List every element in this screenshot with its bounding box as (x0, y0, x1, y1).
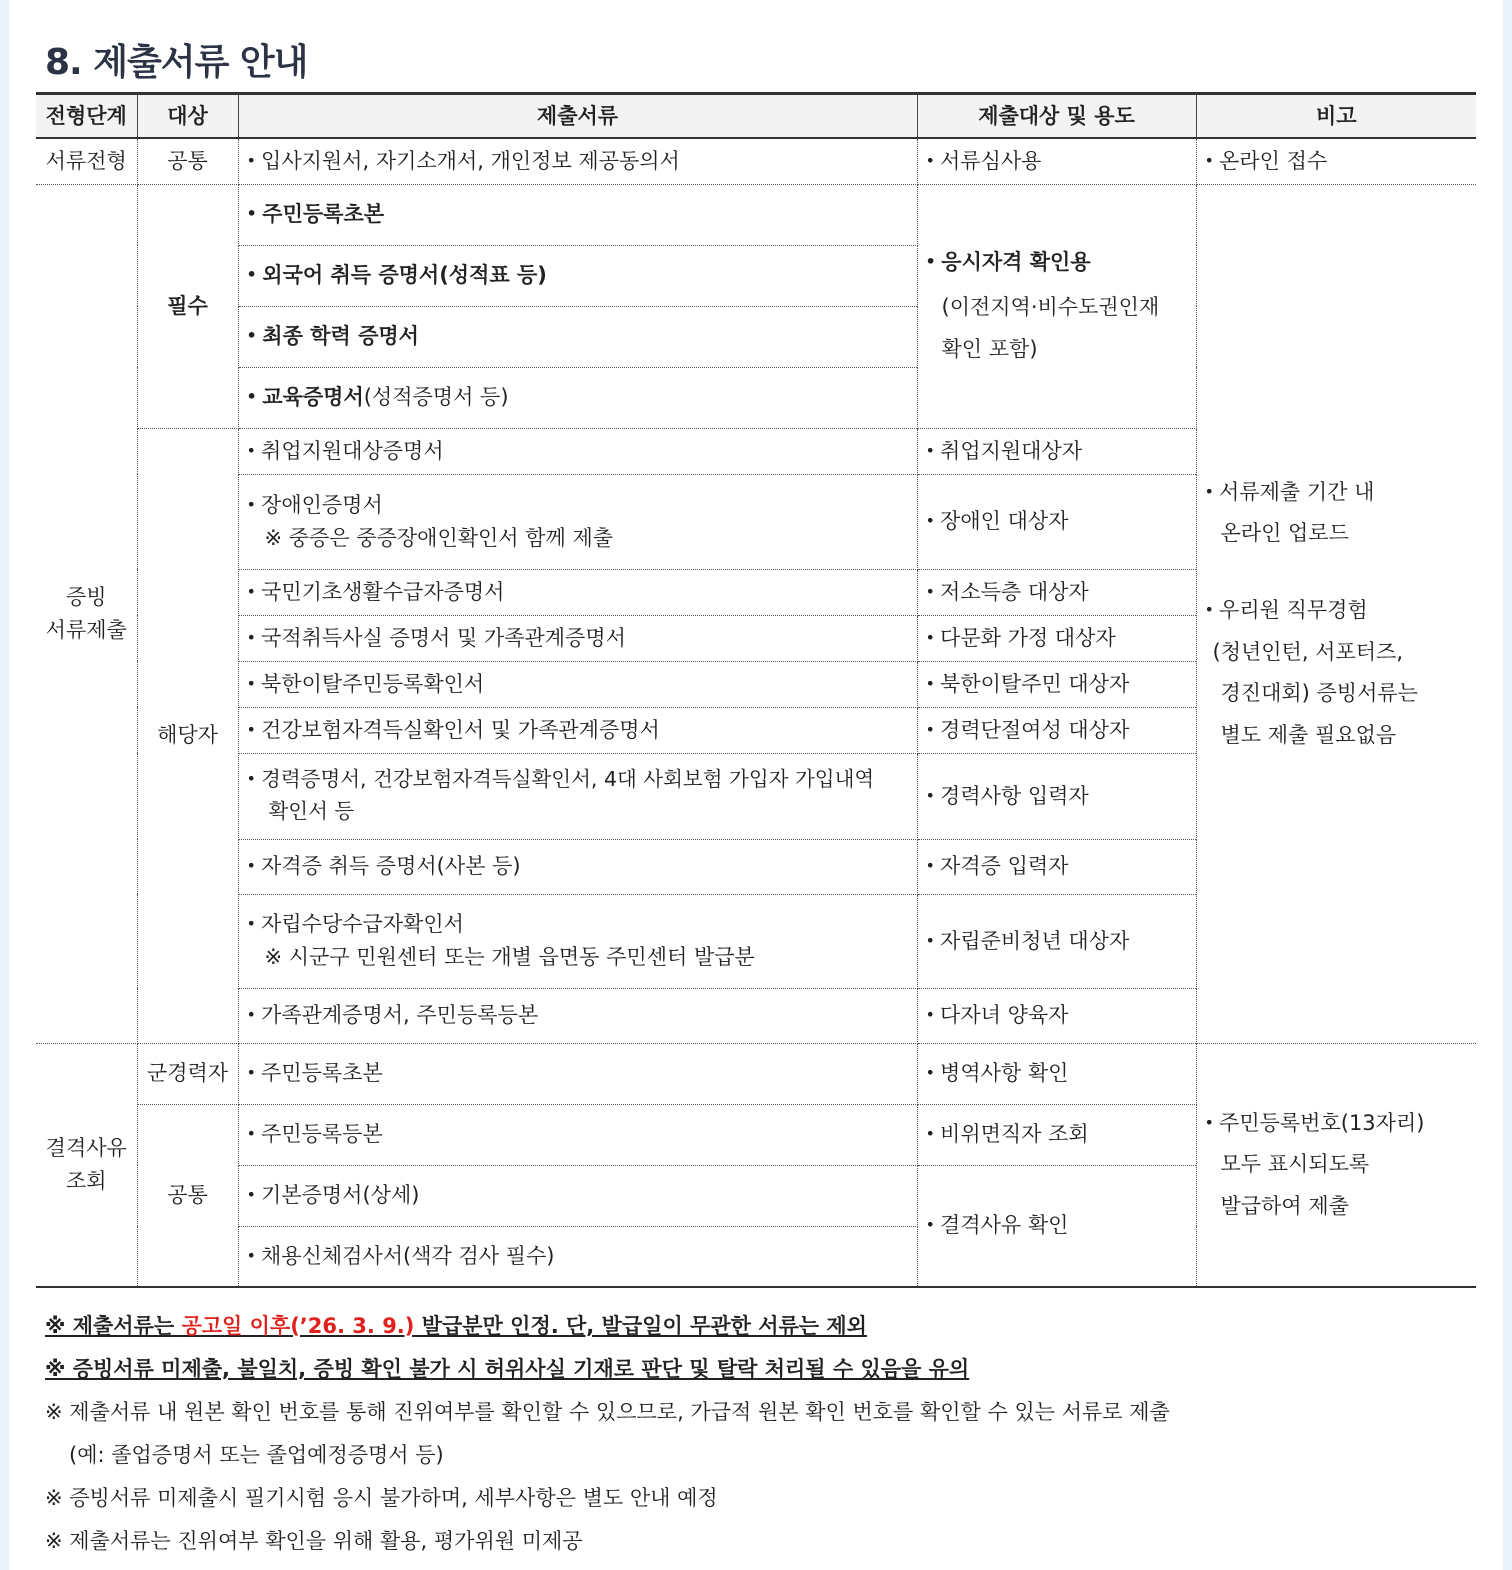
note-authenticity: ※ 제출서류 내 원본 확인 번호를 통해 진위여부를 확인할 수 있으므로, 가급적 원본 확인 번호를 확인할 수 있는 서류로 제출 (45, 1400, 1170, 1424)
doc-cell (238, 894, 917, 988)
purpose-text: • 장애인 대상자 (926, 509, 1069, 533)
table-header-row (36, 94, 1476, 139)
doc-cell (238, 184, 917, 245)
target-cell-common: 공통 (137, 1104, 238, 1287)
target-cell: 공통 (137, 138, 238, 184)
purpose-text: • 비위면직자 조회 (926, 1122, 1089, 1146)
purpose-cell (917, 615, 1196, 661)
header-note: 비고 (1196, 94, 1476, 139)
doc-cell (238, 245, 917, 306)
purpose-cell (917, 839, 1196, 894)
note-text: • 주민등록번호(13자리) (1205, 1111, 1425, 1135)
doc-text: • 국민기초생활수급자증명서 (247, 580, 505, 604)
purpose-cell (917, 661, 1196, 707)
doc-text: • 건강보험자격득실확인서 및 가족관계증명서 (247, 718, 660, 742)
doc-text-rest: (성적증명서 등) (363, 385, 509, 410)
note-text: 별도 제출 필요없음 (1220, 722, 1397, 747)
note-usage: ※ 제출서류는 진위여부 확인을 위해 활용, 평가위원 미제공 (45, 1529, 583, 1553)
purpose-text: • 북한이탈주민 대상자 (926, 672, 1130, 696)
purpose-text: • 병역사항 확인 (926, 1061, 1069, 1085)
doc-text: • 채용신체검사서(색각 검사 필수) (247, 1244, 555, 1268)
doc-text: • 국적취득사실 증명서 및 가족관계증명서 (247, 626, 626, 650)
purpose-cell (917, 474, 1196, 569)
doc-text: • 장애인증명서 (247, 493, 383, 517)
purpose-text: 확인 포함) (941, 337, 1038, 362)
note-issue-date (45, 1305, 1485, 1348)
doc-cell (238, 1043, 917, 1104)
notes-block (45, 1305, 1485, 1563)
doc-cell (238, 839, 917, 894)
note-warning: ※ 증빙서류 미제출, 불일치, 증빙 확인 불가 시 허위사실 기재로 판단 및 탈락 처리될 수 있음을 유의 (45, 1357, 970, 1381)
doc-cell (238, 306, 917, 367)
note-text: • 온라인 접수 (1205, 149, 1328, 173)
stage-cell-disq (36, 1043, 137, 1287)
doc-text: • 외국어 취득 증명서(성적표 등) (247, 263, 547, 287)
stage-line: 결격사유 (45, 1136, 127, 1161)
table-row (36, 1043, 1476, 1104)
purpose-text: • 경력사항 입력자 (926, 784, 1089, 808)
doc-cell (238, 367, 917, 428)
note-text: • 서류제출 기간 내 (1205, 480, 1375, 504)
doc-subnote: ※ 시군구 민원센터 또는 개별 읍면동 주민센터 발급분 (264, 945, 755, 969)
doc-cell (238, 661, 917, 707)
table-row (36, 138, 1476, 184)
doc-cell (238, 615, 917, 661)
doc-cell (238, 988, 917, 1043)
purpose-text: • 자립준비청년 대상자 (926, 929, 1130, 953)
purpose-cell (917, 138, 1196, 184)
purpose-cell (917, 1043, 1196, 1104)
purpose-cell (917, 753, 1196, 839)
doc-text: • 교육증명서 (247, 385, 364, 409)
doc-cell (238, 138, 917, 184)
table-row (36, 184, 1476, 245)
note-highlight: 공고일 이후(’26. 3. 9.) (181, 1314, 415, 1338)
purpose-cell (917, 707, 1196, 753)
header-stage: 전형단계 (36, 94, 137, 139)
doc-text: • 입사지원서, 자기소개서, 개인정보 제공동의서 (247, 149, 680, 173)
doc-text: • 자격증 취득 증명서(사본 등) (247, 854, 521, 878)
note-text: (청년인턴, 서포터즈, (1212, 639, 1404, 664)
document-page (9, 0, 1503, 1570)
purpose-cell (917, 1165, 1196, 1287)
note-text: 온라인 업로드 (1220, 521, 1349, 546)
note-exam: ※ 증빙서류 미제출시 필기시험 응시 불가하며, 세부사항은 별도 안내 예정 (45, 1486, 718, 1510)
header-purpose: 제출대상 및 용도 (917, 94, 1196, 139)
doc-text: • 기본증명서(상세) (247, 1183, 420, 1207)
note-text: 모두 표시되도록 (1220, 1152, 1370, 1177)
purpose-cell (917, 988, 1196, 1043)
purpose-text: • 저소득층 대상자 (926, 580, 1089, 604)
doc-text: • 북한이탈주민등록확인서 (247, 672, 485, 696)
doc-cell (238, 707, 917, 753)
note-cell-disq (1196, 1043, 1476, 1287)
doc-cell (238, 1226, 917, 1287)
target-cell-military: 군경력자 (137, 1043, 238, 1104)
doc-text: • 주민등록초본 (247, 1061, 383, 1085)
stage-cell-proof (36, 184, 137, 1043)
purpose-text: • 다자녀 양육자 (926, 1003, 1069, 1027)
stage-cell: 서류전형 (36, 138, 137, 184)
purpose-cell (917, 1104, 1196, 1165)
doc-text-cont: 확인서 등 (268, 799, 355, 823)
doc-cell (238, 753, 917, 839)
purpose-cell-required (917, 184, 1196, 428)
doc-cell (238, 1104, 917, 1165)
doc-cell (238, 474, 917, 569)
purpose-cell (917, 428, 1196, 474)
purpose-text: • 다문화 가정 대상자 (926, 626, 1116, 650)
doc-cell (238, 428, 917, 474)
note-cell (1196, 138, 1476, 184)
purpose-cell (917, 894, 1196, 988)
doc-subnote: ※ 중증은 중증장애인확인서 함께 제출 (264, 525, 614, 550)
note-text: 발급하여 제출 (1220, 1194, 1349, 1219)
header-target: 대상 (137, 94, 238, 139)
note-text: 발급분만 인정. 단, 발급일이 무관한 서류는 제외 (414, 1314, 867, 1338)
purpose-text: • 자격증 입력자 (926, 854, 1069, 878)
documents-table (36, 92, 1476, 1288)
purpose-text: • 결격사유 확인 (926, 1213, 1069, 1237)
purpose-cell (917, 569, 1196, 615)
doc-text: • 취업지원대상증명서 (247, 439, 444, 463)
purpose-text: • 서류심사용 (926, 149, 1042, 173)
purpose-text: • 응시자격 확인용 (926, 250, 1091, 274)
note-text: • 우리원 직무경험 (1205, 598, 1368, 622)
purpose-text: • 취업지원대상자 (926, 439, 1083, 463)
stage-line: 조회 (65, 1168, 107, 1193)
header-documents: 제출서류 (238, 94, 917, 139)
doc-text: • 경력증명서, 건강보험자격득실확인서, 4대 사회보험 가입자 가입내역 (247, 767, 875, 791)
note-authenticity-example: (예: 졸업증명서 또는 졸업예정증명서 등) (69, 1443, 444, 1467)
doc-text: • 최종 학력 증명서 (247, 324, 419, 348)
stage-line: 증빙 (65, 584, 107, 609)
doc-text: • 주민등록초본 (247, 202, 385, 226)
doc-text: • 자립수당수급자확인서 (247, 912, 464, 936)
doc-cell (238, 1165, 917, 1226)
purpose-text: • 경력단절여성 대상자 (926, 718, 1130, 742)
note-text: ※ 제출서류는 (45, 1314, 182, 1338)
note-cell-proof (1196, 184, 1476, 1043)
section-title: 8. 제출서류 안내 (45, 42, 308, 83)
purpose-text: (이전지역·비수도권인재 (941, 294, 1160, 319)
doc-cell (238, 569, 917, 615)
stage-line: 서류제출 (45, 617, 127, 642)
note-text: 경진대회) 증빙서류는 (1220, 681, 1418, 706)
doc-text: • 가족관계증명서, 주민등록등본 (247, 1003, 539, 1027)
target-cell-applicable: 해당자 (137, 428, 238, 1043)
target-cell-required: 필수 (137, 184, 238, 428)
doc-text: • 주민등록등본 (247, 1122, 383, 1146)
